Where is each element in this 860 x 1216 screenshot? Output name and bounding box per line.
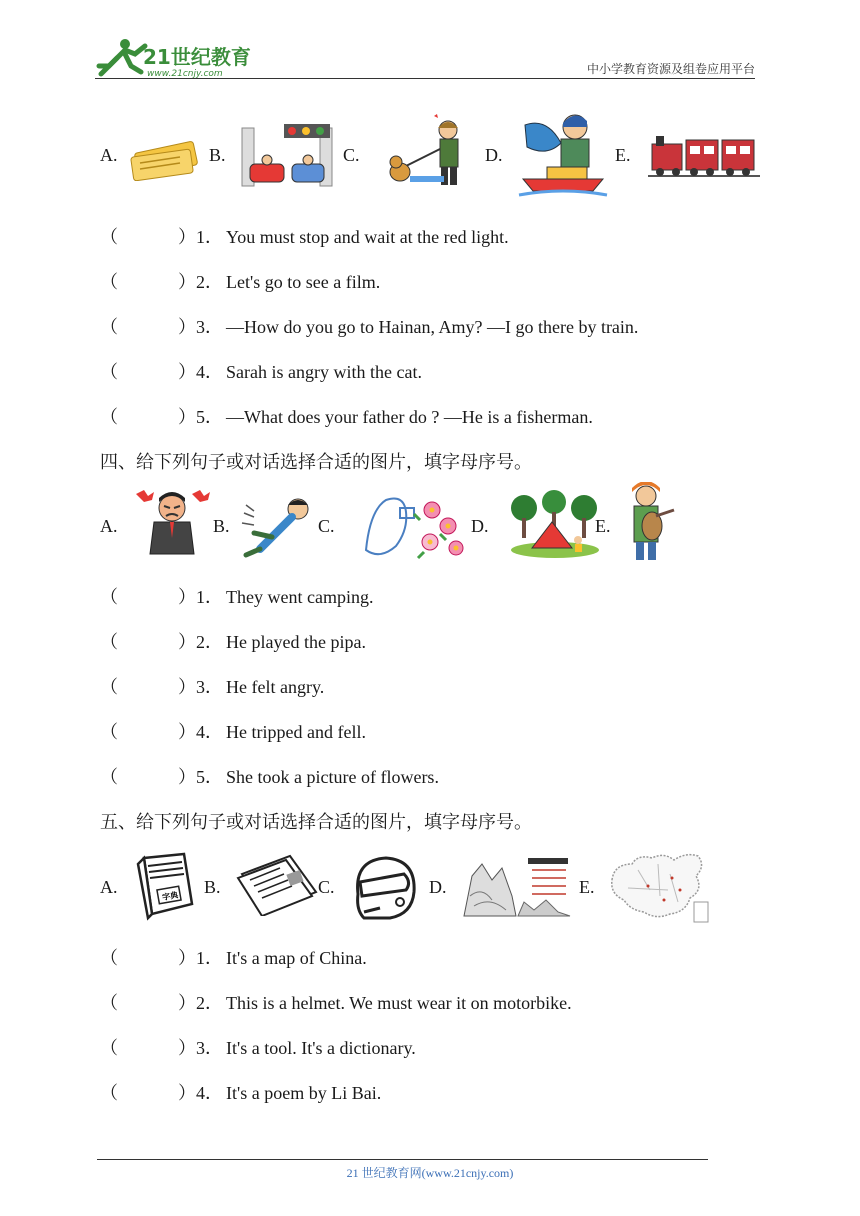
question-row: （ ）5． She took a picture of flowers. (100, 763, 439, 789)
traffic-light-image (240, 122, 334, 188)
answer-blank[interactable]: （ (100, 993, 118, 1013)
answer-blank[interactable]: （ (100, 407, 118, 427)
answer-blank[interactable]: （ (100, 362, 118, 382)
question-row: （ ）4． It's a poem by Li Bai. (100, 1079, 381, 1105)
question-row: （ ）1． They went camping. (100, 583, 373, 609)
option-a: A. (100, 877, 118, 897)
option-a: A. (100, 516, 118, 536)
question-text: It's a poem by Li Bai. (226, 1083, 382, 1103)
question-text: He played the pipa. (226, 632, 366, 652)
question-row: （ ）4． Sarah is angry with the cat. (100, 358, 422, 384)
footer-link[interactable]: 21 世纪教育网(www.21cnjy.com) (346, 1166, 514, 1180)
question-text: She took a picture of flowers. (226, 767, 439, 787)
answer-blank[interactable]: （ (100, 272, 118, 292)
option-d: D. (485, 145, 503, 165)
question-row: （ ）1． You must stop and wait at the red light. (100, 223, 509, 249)
camping-image (510, 490, 600, 558)
option-c: C. (318, 877, 335, 897)
photo-flowers-image (360, 490, 470, 562)
answer-blank[interactable]: （ (100, 722, 118, 742)
question-text: You must stop and wait at the red light. (226, 227, 509, 247)
question-row: （ ）2． This is a helmet. We must wear it on motorbike. (100, 989, 572, 1015)
question-row: （ ）3． He felt angry. (100, 673, 324, 699)
answer-blank[interactable]: （ (100, 227, 118, 247)
option-b: B. (204, 877, 221, 897)
answer-blank[interactable]: （ (100, 1038, 118, 1058)
angry-girl-cat-image (386, 114, 478, 188)
svg-text:www.21cnjy.com: www.21cnjy.com (147, 69, 223, 79)
section-4-title: 四、给下列句子或对话选择合适的图片，填字母序号。 (100, 452, 532, 473)
question-text: He felt angry. (226, 677, 325, 697)
falling-boy-image (240, 493, 320, 559)
question-text: Sarah is angry with the cat. (226, 362, 422, 382)
question-row: （ ）2． Let's go to see a film. (100, 268, 380, 294)
site-logo (95, 36, 260, 80)
question-text: This is a helmet. We must wear it on motorbike. (226, 993, 572, 1013)
question-row: （ ）3． It's a tool. It's a dictionary. (100, 1034, 416, 1060)
question-row: （ ）3． —How do you go to Hainan, Amy? —I go there by train. (100, 313, 638, 339)
option-e: E. (615, 145, 631, 165)
question-text: They went camping. (226, 587, 374, 607)
option-e: E. (579, 877, 595, 897)
question-row: （ ）4． He tripped and fell. (100, 718, 366, 744)
section-5-title: 五、给下列句子或对话选择合适的图片，填字母序号。 (100, 812, 532, 833)
answer-blank[interactable]: （ (100, 677, 118, 697)
answer-blank[interactable]: （ (100, 587, 118, 607)
question-text: It's a tool. It's a dictionary. (226, 1038, 416, 1058)
option-c: C. (318, 516, 335, 536)
question-text: It's a map of China. (226, 948, 367, 968)
header-divider (95, 78, 755, 79)
fisherman-image (517, 107, 609, 199)
answer-blank[interactable]: （ (100, 317, 118, 337)
option-d: D. (471, 516, 489, 536)
option-b: B. (213, 516, 230, 536)
question-text: Let's go to see a film. (226, 272, 381, 292)
pipa-player-image (626, 482, 678, 568)
question-text: —What does your father do ? —He is a fisherman. (226, 407, 593, 427)
angry-man-image (132, 488, 212, 558)
china-map-image (608, 850, 710, 924)
answer-blank[interactable]: （ (100, 632, 118, 652)
dictionary-image (134, 852, 196, 922)
svg-text:21世纪教育: 21世纪教育 (143, 45, 251, 69)
answer-blank[interactable]: （ (100, 1083, 118, 1103)
option-d: D. (429, 877, 447, 897)
option-c: C. (343, 145, 360, 165)
answer-blank[interactable]: （ (100, 767, 118, 787)
option-e: E. (595, 516, 611, 536)
newspaper-image (236, 852, 320, 916)
option-b: B. (209, 145, 226, 165)
question-text: —How do you go to Hainan, Amy? —I go there by train. (226, 317, 639, 337)
train-image (648, 134, 760, 180)
question-text: He tripped and fell. (226, 722, 366, 742)
runner-logo-icon (95, 36, 260, 80)
answer-blank[interactable]: （ (100, 948, 118, 968)
poem-image (462, 856, 572, 918)
helmet-image (350, 852, 420, 924)
footer-divider (97, 1159, 708, 1160)
question-row: （ ）2． He played the pipa. (100, 628, 366, 654)
question-row: （ ）1． It's a map of China. (100, 944, 367, 970)
svg-text:字典: 字典 (161, 890, 179, 903)
platform-label: 中小学教育资源及组卷应用平台 (586, 62, 755, 76)
tickets-image (130, 133, 202, 181)
option-a: A. (100, 145, 118, 165)
question-row: （ ）5． —What does your father do ? —He is a fisherman. (100, 403, 593, 429)
